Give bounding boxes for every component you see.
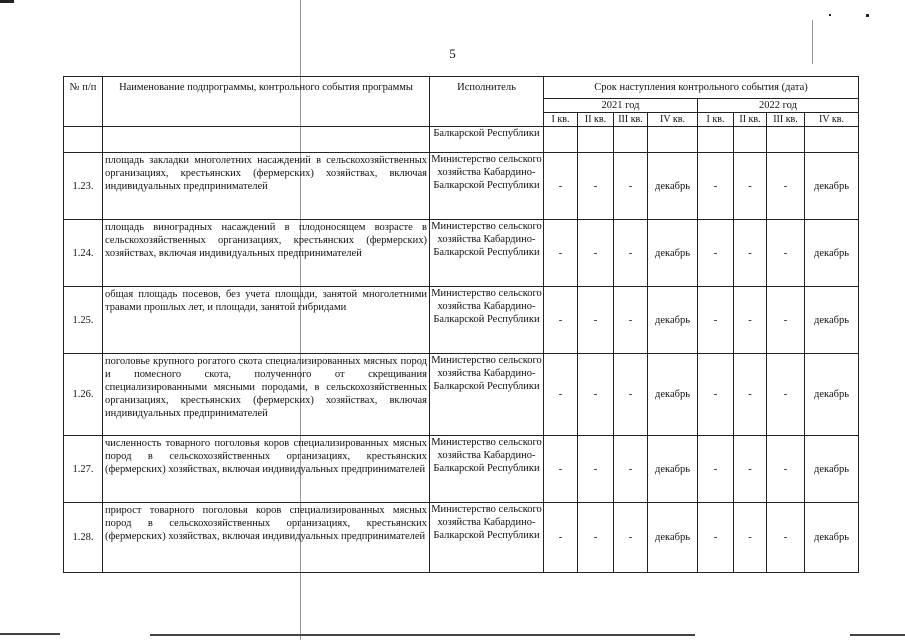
scan-corner-mark <box>0 0 14 3</box>
table-body <box>64 153 859 573</box>
quarter-deadline-cell: - <box>578 354 614 436</box>
quarter-deadline-cell: - <box>544 436 578 503</box>
header-year-2022: 2022 год <box>698 99 859 113</box>
quarter-deadline-cell: - <box>734 287 767 354</box>
executor-cell: Министерство сельского хозяйства Кабардино-Балкарской Республики <box>430 220 544 287</box>
quarter-deadline-cell: - <box>767 354 805 436</box>
row-description: общая площадь посевов, без учета площади, занятой многолетними травами прошлых лет, и площади, занятой гибридами <box>103 287 430 354</box>
header-executor: Исполнитель <box>430 77 544 127</box>
quarter-deadline-cell: декабрь <box>648 153 698 220</box>
quarter-deadline-cell: - <box>614 436 648 503</box>
executor-cell: Министерство сельского хозяйства Кабардино-Балкарской Республики <box>430 287 544 354</box>
quarter-deadline-cell: - <box>614 153 648 220</box>
row-number: 1.28. <box>64 503 103 573</box>
quarter-deadline-cell: - <box>544 354 578 436</box>
quarter-deadline-cell: - <box>578 436 614 503</box>
quarter-deadline-cell: - <box>698 287 734 354</box>
quarter-deadline-cell: - <box>734 220 767 287</box>
quarter-deadline-cell: - <box>614 220 648 287</box>
table-row <box>64 503 859 573</box>
row-description: поголовье крупного рогатого скота специализированных мясных пород и помесного скота, полученного от скрещивания специализированными мясными породами, в сельскохозяйственных организациях, крестьянских (фермерских) хозяйствах, включая индивидуальных предпринимателей <box>103 354 430 436</box>
quarter-deadline-cell: - <box>578 153 614 220</box>
page-number: 5 <box>449 46 456 61</box>
quarter-deadline-cell: - <box>767 503 805 573</box>
quarter-deadline-cell: декабрь <box>648 287 698 354</box>
header-name: Наименование подпрограммы, контрольного события программы <box>103 77 430 127</box>
row-number: 1.23. <box>64 153 103 220</box>
table-row <box>64 354 859 436</box>
row-number: 1.24. <box>64 220 103 287</box>
quarter-deadline-cell: - <box>578 503 614 573</box>
quarter-deadline-cell: - <box>767 436 805 503</box>
header-quarter: I кв. <box>698 113 734 127</box>
executor-cell: Министерство сельского хозяйства Кабардино-Балкарской Республики <box>430 354 544 436</box>
quarter-deadline-cell: декабрь <box>648 354 698 436</box>
continuation-row <box>64 127 859 153</box>
quarter-deadline-cell: - <box>578 287 614 354</box>
executor-cell: Министерство сельского хозяйства Кабардино-Балкарской Республики <box>430 153 544 220</box>
quarter-deadline-cell: декабрь <box>805 436 859 503</box>
table-row <box>64 153 859 220</box>
header-number: № п/п <box>64 77 103 127</box>
quarter-deadline-cell: декабрь <box>805 153 859 220</box>
scan-bottom-line <box>150 634 695 636</box>
scan-dot <box>866 14 869 17</box>
quarter-deadline-cell: - <box>698 220 734 287</box>
quarter-deadline-cell: декабрь <box>805 503 859 573</box>
quarter-deadline-cell: декабрь <box>648 436 698 503</box>
header-year-2021: 2021 год <box>544 99 698 113</box>
quarter-deadline-cell: - <box>734 503 767 573</box>
header-quarter: II кв. <box>578 113 614 127</box>
quarter-deadline-cell: - <box>578 220 614 287</box>
quarter-deadline-cell: - <box>698 354 734 436</box>
quarter-deadline-cell: - <box>698 153 734 220</box>
quarter-deadline-cell: декабрь <box>805 220 859 287</box>
header-quarter: II кв. <box>734 113 767 127</box>
quarter-deadline-cell: - <box>614 354 648 436</box>
executor-cell: Министерство сельского хозяйства Кабардино-Балкарской Республики <box>430 436 544 503</box>
header-quarter: III кв. <box>767 113 805 127</box>
quarter-deadline-cell: декабрь <box>648 220 698 287</box>
scan-dot <box>829 14 831 16</box>
executor-cell: Министерство сельского хозяйства Кабардино-Балкарской Республики <box>430 503 544 573</box>
row-description: численность товарного поголовья коров специализированных мясных пород в сельскохозяйственных организациях, крестьянских (фермерских) хозяйствах, включая индивидуальных предпринимателей <box>103 436 430 503</box>
header-deadline: Срок наступления контрольного события (дата) <box>544 77 859 99</box>
executor-cell: Балкарской Республики <box>430 127 544 153</box>
quarter-deadline-cell: - <box>767 153 805 220</box>
header-quarter: IV кв. <box>648 113 698 127</box>
table-row <box>64 436 859 503</box>
quarter-deadline-cell: - <box>734 354 767 436</box>
quarter-deadline-cell: - <box>614 287 648 354</box>
quarter-deadline-cell: - <box>767 287 805 354</box>
row-description: площадь закладки многолетних насаждений в сельскохозяйственных организациях, крестьянских (фермерских) хозяйствах, включая индивидуальных предпринимателей <box>103 153 430 220</box>
row-description: прирост товарного поголовья коров специализированных мясных пород в сельскохозяйственных организациях, крестьянских (фермерских) хозяйствах, включая индивидуальных предпринимателей <box>103 503 430 573</box>
header-quarter: III кв. <box>614 113 648 127</box>
quarter-deadline-cell: - <box>614 503 648 573</box>
quarter-deadline-cell: - <box>544 287 578 354</box>
table-row <box>64 287 859 354</box>
quarter-deadline-cell: - <box>734 436 767 503</box>
row-number: 1.26. <box>64 354 103 436</box>
table-row <box>64 220 859 287</box>
quarter-deadline-cell: - <box>767 220 805 287</box>
row-description: площадь виноградных насаждений в плодоносящем возрасте в сельскохозяйственных организациях, крестьянских (фермерских) хозяйствах, включая индивидуальных предпринимателей <box>103 220 430 287</box>
quarter-deadline-cell: - <box>698 436 734 503</box>
quarter-deadline-cell: - <box>544 220 578 287</box>
quarter-deadline-cell: - <box>544 503 578 573</box>
quarter-deadline-cell: декабрь <box>805 287 859 354</box>
scan-bottom-line <box>0 633 60 635</box>
header-quarter: I кв. <box>544 113 578 127</box>
quarter-deadline-cell: декабрь <box>648 503 698 573</box>
quarter-deadline-cell: - <box>544 153 578 220</box>
row-number: 1.27. <box>64 436 103 503</box>
row-number: 1.25. <box>64 287 103 354</box>
quarter-deadline-cell: декабрь <box>805 354 859 436</box>
scan-bottom-line <box>850 634 905 636</box>
quarter-deadline-cell: - <box>734 153 767 220</box>
control-events-table <box>63 76 859 573</box>
quarter-deadline-cell: - <box>698 503 734 573</box>
header-quarter: IV кв. <box>805 113 859 127</box>
